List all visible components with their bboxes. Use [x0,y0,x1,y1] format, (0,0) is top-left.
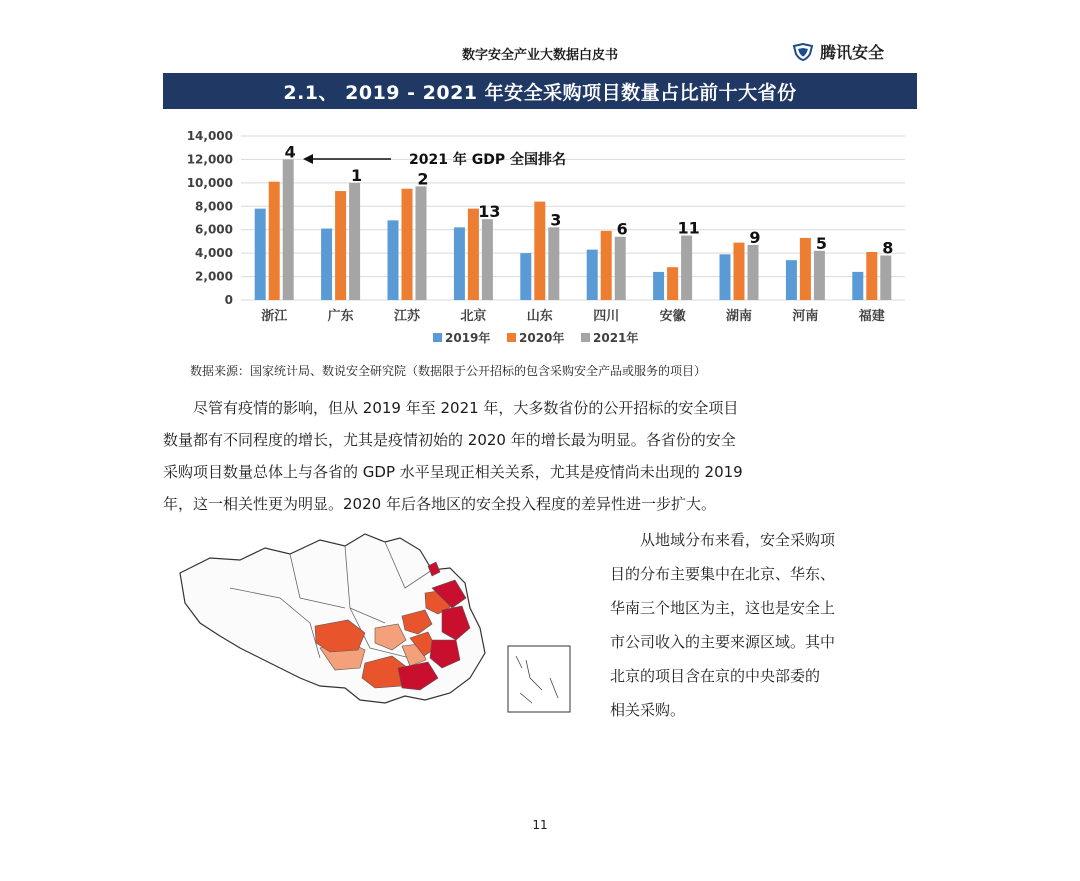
side-line: 相关采购。 [610,701,686,719]
paragraph-line: 年，这一相关性更为明显。2020 年后各地区的安全投入程度的差异性进一步扩大。 [163,495,716,513]
gdp-rank-label: 6 [616,219,628,239]
gdp-rank-label: 8 [882,238,894,258]
bar-2020年-江苏 [402,189,413,300]
x-tick-label: 安徽 [659,309,686,324]
side-paragraph [610,523,920,727]
y-tick-label: 10,000 [186,175,233,190]
legend-swatch [433,333,442,342]
province-bar-chart [163,122,917,354]
bar-2020年-广东 [335,191,346,300]
x-tick-label: 湖南 [725,309,753,324]
legend-swatch [581,333,590,342]
side-line: 目的分布主要集中在北京、华东、 [610,565,836,583]
bar-2020年-福建 [866,252,877,300]
page-number: 11 [532,818,548,832]
bar-2020年-四川 [601,231,612,300]
legend-swatch [507,333,516,342]
bar-2021年-四川 [615,237,626,300]
gdp-rank-label: 5 [815,233,827,253]
bar-2020年-湖南 [734,243,745,300]
section-title-banner [163,73,917,109]
paragraph-line: 数量都有不同程度的增长，尤其是疫情初始的 2020 年的增长最为明显。各省份的安全 [163,431,736,449]
x-tick-label: 四川 [593,309,620,324]
bar-2019年-四川 [587,250,598,300]
china-map-icon [170,528,590,718]
bar-2021年-河南 [814,251,825,300]
annotation-arrow-head [303,154,313,164]
side-line: 华南三个地区为主，这也是安全上 [610,599,836,617]
legend-label: 2021年 [593,331,639,345]
gdp-rank-label: 2 [417,169,429,189]
tencent-security-logo [792,40,884,63]
shield-icon [792,43,814,61]
bar-2021年-浙江 [283,159,294,300]
bar-2021年-江苏 [416,186,427,300]
gdp-rank-label: 13 [478,202,501,222]
bar-2021年-福建 [880,255,891,300]
china-map [170,528,590,718]
bar-2019年-山东 [520,253,531,300]
y-tick-label: 4,000 [195,246,233,261]
logo-text: 腾讯安全 [820,43,885,62]
body-paragraph [163,392,917,520]
side-line: 北京的项目含在京的中央部委的 [610,667,821,685]
x-tick-label: 山东 [526,309,553,324]
y-tick-label: 2,000 [195,269,233,284]
y-tick-label: 0 [224,293,233,307]
bar-2021年-广东 [349,183,360,300]
gdp-rank-label: 11 [677,218,700,238]
x-tick-label: 北京 [460,309,487,324]
bar-2019年-湖南 [720,254,731,300]
legend-label: 2020年 [519,331,565,345]
paragraph-line: 尽管有疫情的影响，但从 2019 年至 2021 年，大多数省份的公开招标的安全项目 [193,399,739,417]
x-tick-label: 广东 [327,309,354,324]
paragraph-line: 采购项目数量总体上与各省的 GDP 水平呈现正相关关系，尤其是疫情尚未出现的 2019 [163,463,743,481]
bar-2021年-湖南 [748,245,759,300]
x-tick-label: 福建 [858,309,885,324]
bar-2021年-北京 [482,219,493,300]
y-tick-label: 12,000 [186,152,233,167]
gdp-rank-label: 1 [351,165,363,185]
bar-2019年-北京 [454,227,465,300]
source-note: 数据来源：国家统计局、数说安全研究院（数据限于公开招标的包含采购安全产品或服务的项目） [190,364,707,378]
bar-2020年-山东 [534,202,545,300]
gdp-rank-label: 9 [749,227,761,247]
x-tick-label: 河南 [792,309,819,324]
side-line: 从地域分布来看，安全采购项 [640,531,836,549]
gdp-rank-label: 4 [284,142,296,162]
bar-2019年-福建 [852,272,863,300]
bar-2021年-安徽 [681,236,692,300]
bar-2021年-山东 [548,227,559,300]
bar-2020年-北京 [468,209,479,300]
y-tick-label: 14,000 [186,129,233,143]
document-header-title: 数字安全产业大数据白皮书 [461,48,618,63]
legend-label: 2019年 [445,331,491,345]
bar-2019年-江苏 [388,220,399,300]
bar-2019年-河南 [786,260,797,300]
x-tick-label: 江苏 [393,309,421,324]
annotation-text: 2021 年 GDP 全国排名 [409,152,566,168]
bar-2019年-安徽 [653,272,664,300]
bar-2019年-浙江 [255,209,266,300]
bar-2020年-河南 [800,238,811,300]
y-tick-label: 8,000 [195,199,233,214]
y-tick-label: 6,000 [195,222,233,237]
side-line: 市公司收入的主要来源区域。其中 [610,633,836,651]
chart-svg [163,122,917,354]
section-title: 2.1、 2019 - 2021 年安全采购项目数量占比前十大省份 [283,81,797,104]
bar-2020年-安徽 [667,267,678,300]
x-tick-label: 浙江 [261,309,288,324]
bar-2019年-广东 [321,229,332,300]
bar-2020年-浙江 [269,182,280,300]
gdp-rank-label: 3 [550,210,562,230]
